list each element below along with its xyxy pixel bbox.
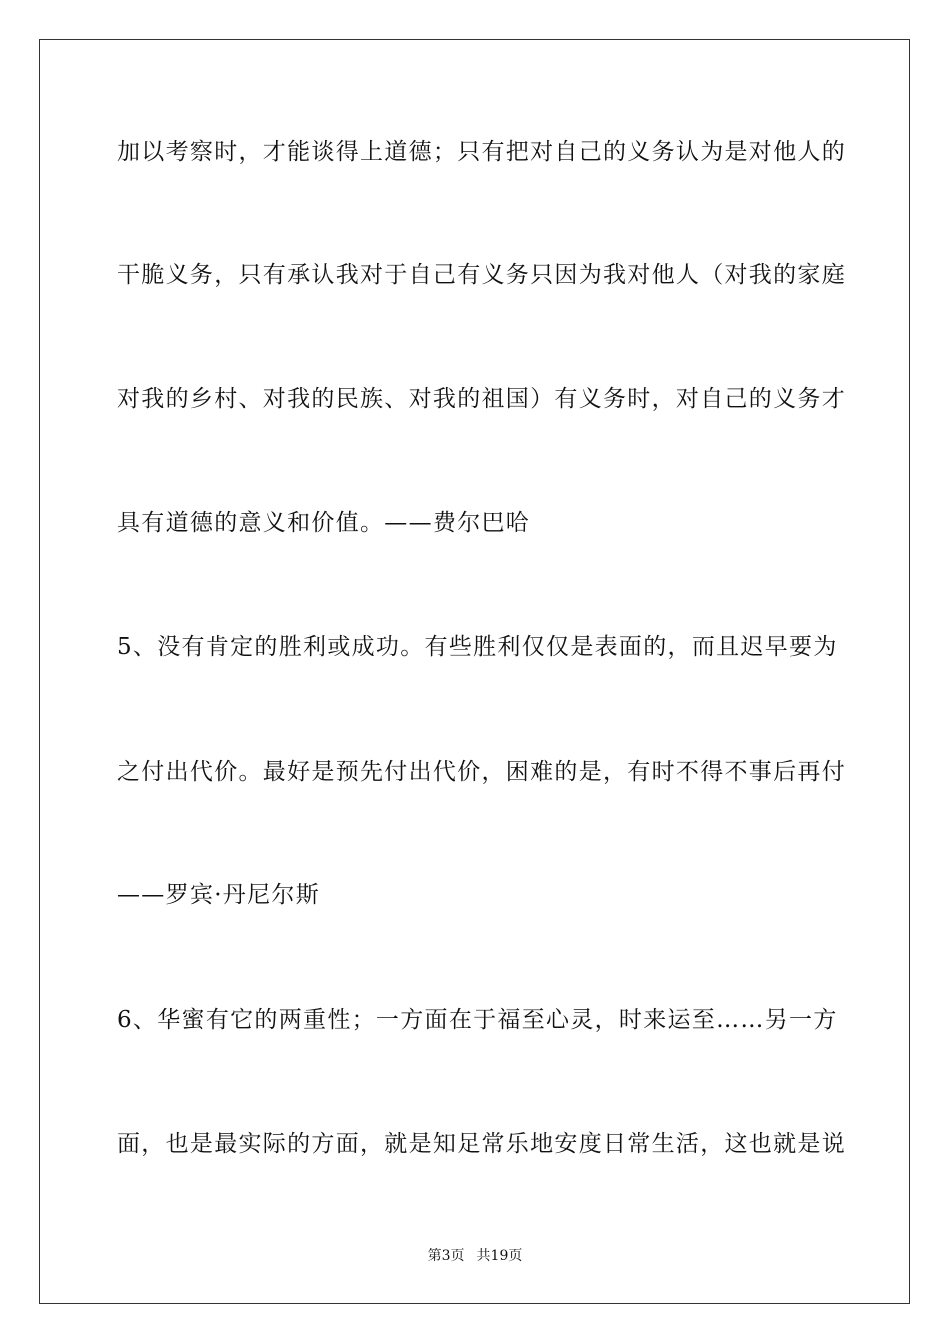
page-border <box>39 39 910 1304</box>
total-pages: 共19页 <box>476 1248 523 1264</box>
text-line-2: 干脆义务，只有承认我对于自己有义务只因为我对他人（对我的家庭 <box>117 262 846 288</box>
text-line-5: 5、没有肯定的胜利或成功。有些胜利仅仅是表面的，而且迟早要为 <box>117 634 838 660</box>
text-line-8: 6、华蜜有它的两重性；一方面在于福至心灵，时来运至……另一方 <box>117 1007 838 1033</box>
text-line-1: 加以考察时，才能谈得上道德；只有把对自己的义务认为是对他人的 <box>117 139 846 165</box>
text-line-3: 对我的乡村、对我的民族、对我的祖国）有义务时，对自己的义务才 <box>117 386 846 412</box>
text-line-6: 之付出代价。最好是预先付出代价，困难的是，有时不得不事后再付 <box>117 759 846 785</box>
page-footer <box>0 1247 950 1265</box>
text-line-7: ——罗宾·丹尼尔斯 <box>117 882 321 908</box>
page-number: 第3页 <box>427 1248 465 1264</box>
text-line-9: 面，也是最实际的方面，就是知足常乐地安度日常生活，这也就是说 <box>117 1131 846 1157</box>
text-line-4: 具有道德的意义和价值。——费尔巴哈 <box>117 510 531 536</box>
